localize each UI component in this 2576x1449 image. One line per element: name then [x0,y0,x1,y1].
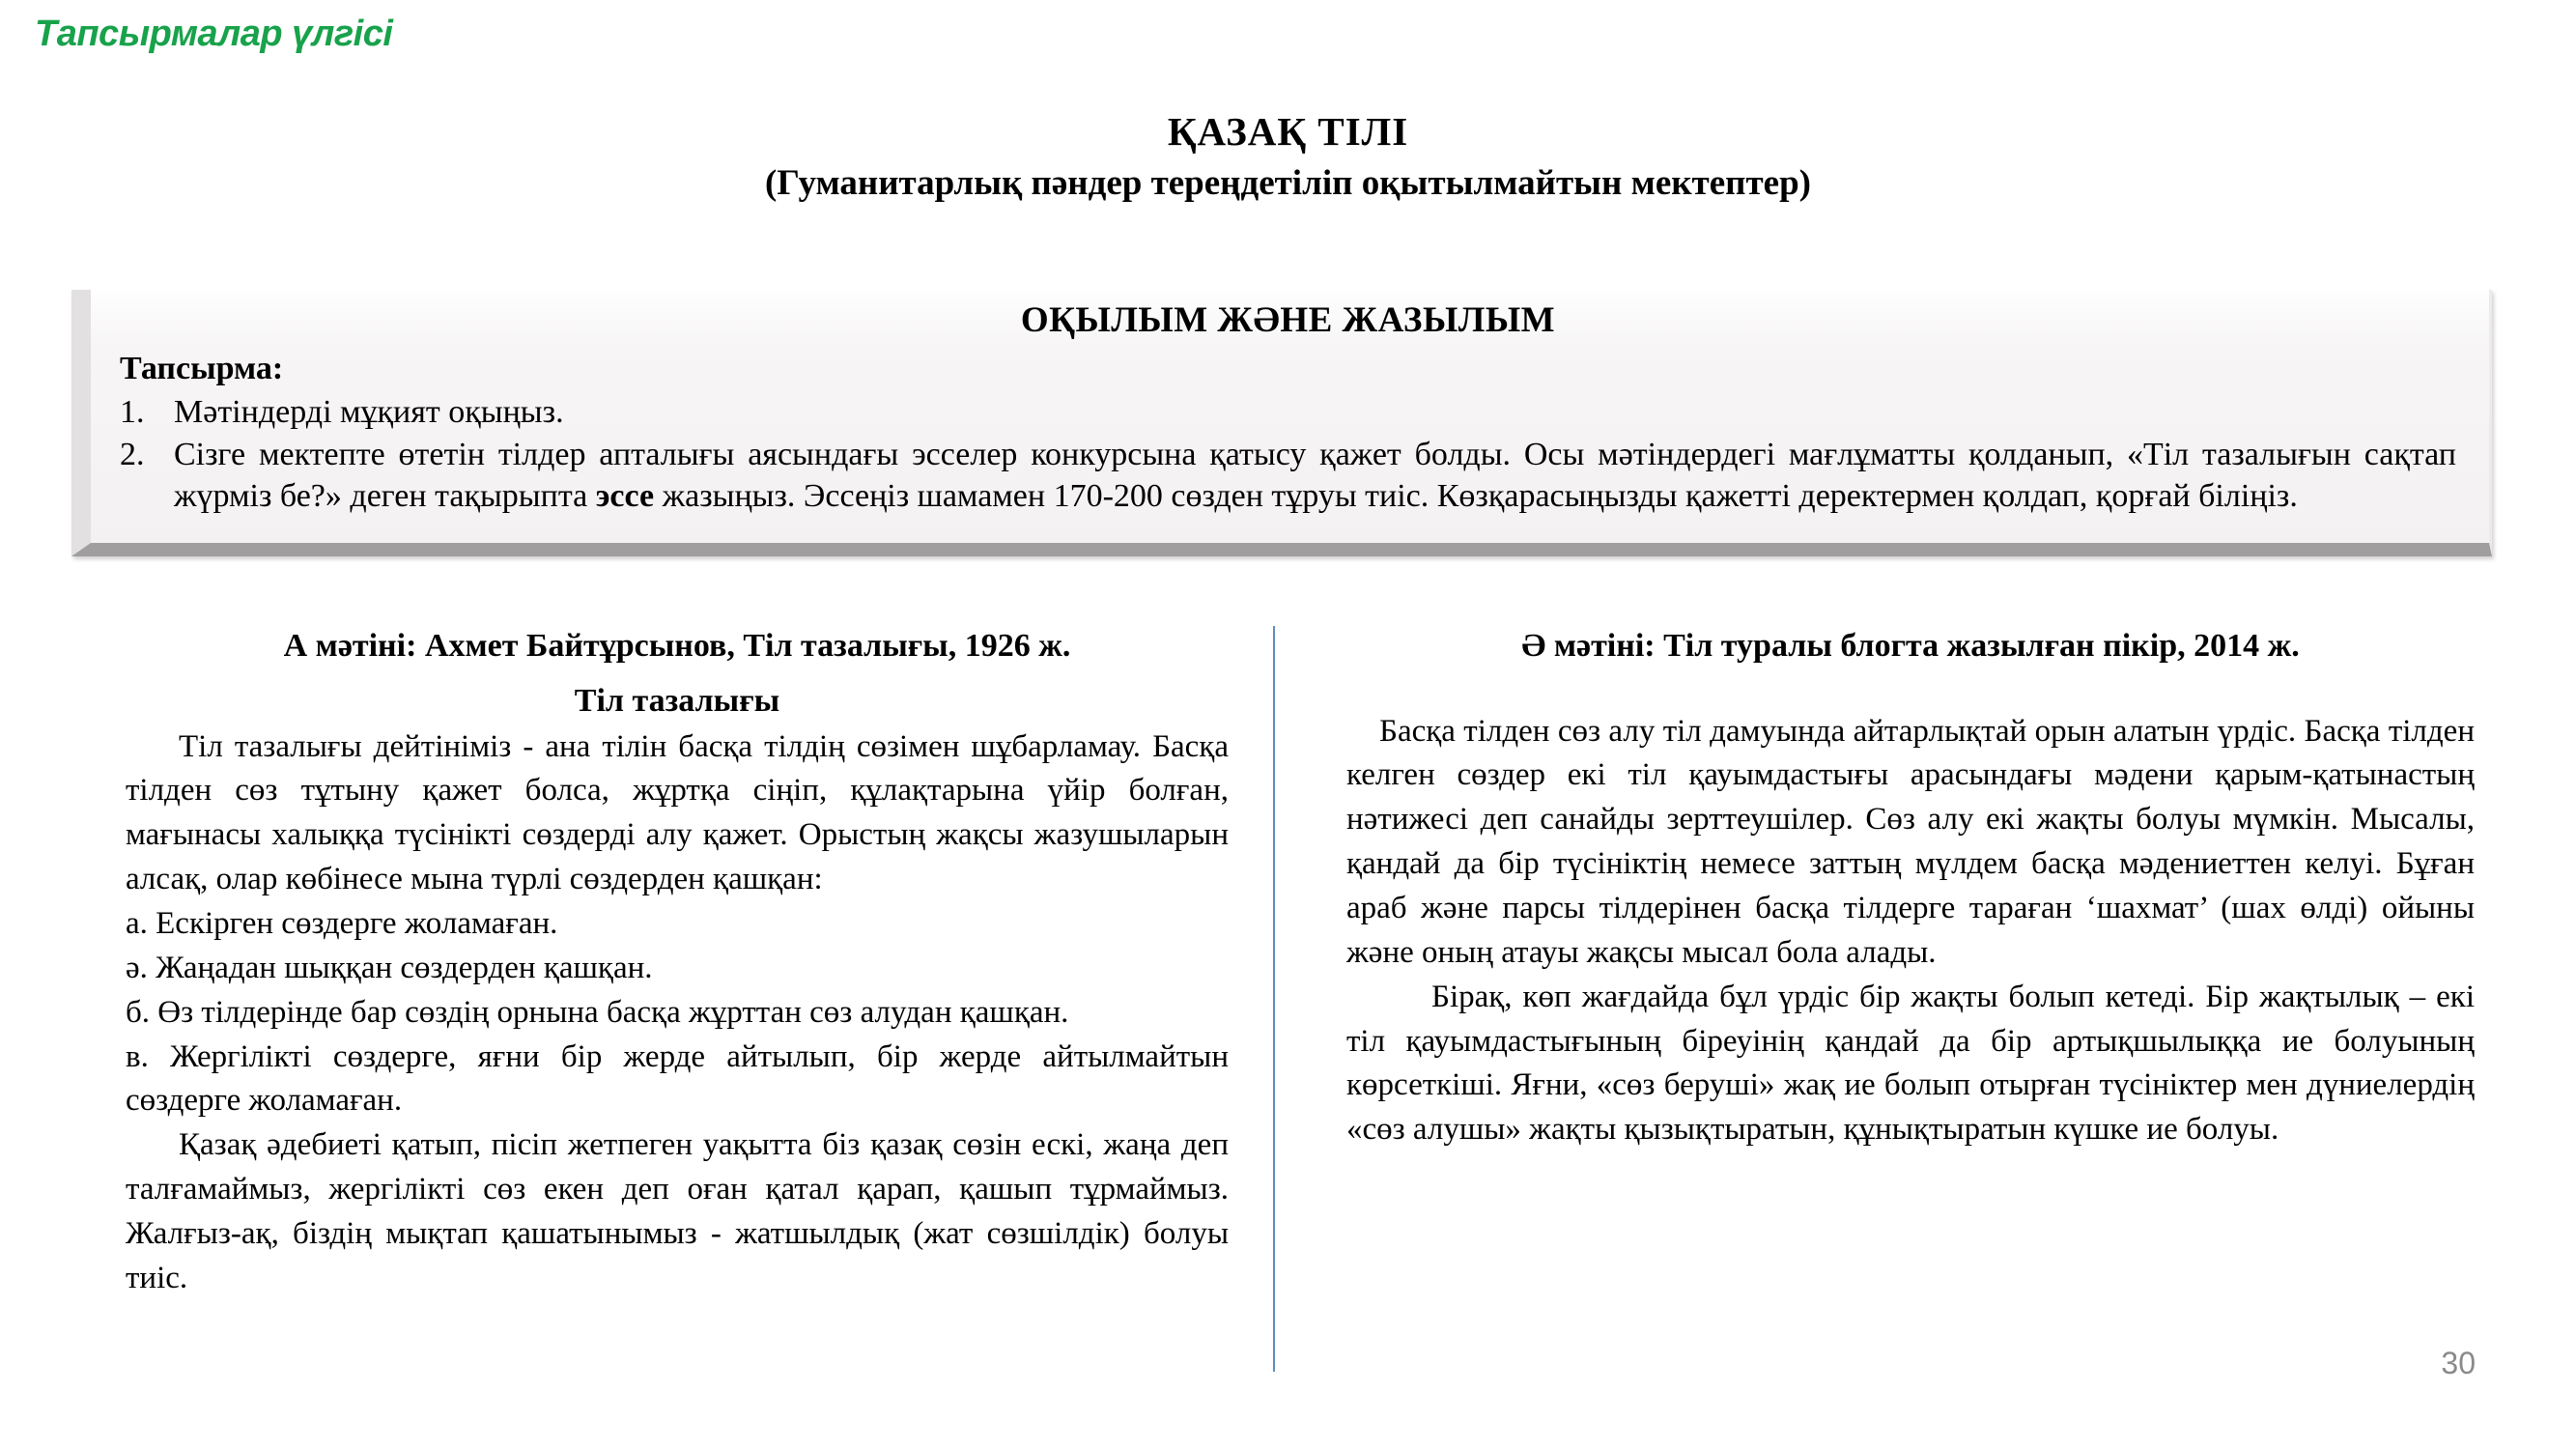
text-a-subheading: Тіл тазалығы [574,682,780,719]
task-item-1-number: 1. [120,394,145,430]
document-title: ҚАЗАҚ ТІЛІ [1167,109,1409,154]
task-box-heading: ОҚЫЛЫМ ЖӘНЕ ЖАЗЫЛЫМ [1020,300,1556,340]
two-column-texts [126,626,2475,1372]
task-item-1 [120,391,2456,434]
text-a-list-item-ae: ә. Жаңадан шыққан сөздерден қашқан. [126,950,653,985]
text-ae-heading: Ә мәтіні: Тіл туралы блогта жазылған пікір, 2014 ж. [1521,628,2300,664]
task-item-2-text: Сізге мектепте өтетін тілдер апталығы аясындағы эсселер конкурсына қатысу қажет болды. Осы мәтіндердегі мағлұматты қолданып, «Тіл тазалығын сақтап жүрміз бе?» деген тақырыпта эссе жазыңыз. Эссеңіз шамамен 170-200 сөзден тұруы тиіс. Көзқарасыңызды қажетті деректермен қолдап, қорғай біліңіз. [174,436,2456,515]
text-ae-paragraph-2: Бірақ, көп жағдайда бұл үрдіс бір жақты болып кетеді. Бір жақтылық – екі тіл қауымдастығының біреуінің қандай да бір артықшылыққа ие болуының көрсеткіші. Яғни, «сөз беруші» жақ ие болып отырған түсініктер мен дүниелердің «сөз алушы» жақты қызықтыратын, құнықтыратын күшке ие болуы. [1346,979,2475,1148]
task-label: Тапсырма: [120,351,284,386]
text-ae-paragraph-1: Басқа тілден сөз алу тіл дамуында айтарлықтай орын алатын үрдіс. Басқа тілден келген сөздер екі тіл қауымдастығы арасындағы мәдени қарым-қатынастың нәтижесі деп санайды зерттеушілер. Сөз алу екі жақты болуы мүмкін. Мысалы, қандай да бір түсініктің немесе заттың мүлдем басқа мәдениеттен келуі. Бұған араб және парсы тілдерінен басқа тілдерге тараған ‘шахмат’ (шах өлді) ойыны және оның атауы жақсы мысал бола алады. [1346,713,2475,970]
text-a-heading: А мәтіні: Ахмет Байтұрсынов, Тіл тазалығы, 1926 ж. [283,628,1071,664]
page-number: 30 [2441,1346,2476,1380]
text-a-list-item-v: в. Жергілікті сөздерге, яғни бір жерде айтылып, бір жерде айтылмайтын сөздерге жоламаған. [126,1038,1229,1119]
text-a-paragraph-1: Тіл тазалығы дейтініміз - ана тілін басқа тілдің сөзімен шұбарламау. Басқа тілден сөз тұтыну қажет болса, жұртқа сіңіп, құлақтарына үйір болған, мағынасы халыққа түсінікті сөздерді алу қажет. Орыстың жақсы жазушыларын алсақ, олар көбінесе мына түрлі сөздерден қашқан: [126,728,1229,897]
text-a-list-item-a: а. Ескірген сөздерге жоламаған. [126,905,558,941]
column-gap-right [1275,626,1346,1372]
document-header [0,108,2576,204]
column-gap-left [1229,626,1273,1372]
text-a-column [126,626,1229,1372]
document-subtitle: (Гуманитарлық пәндер тереңдетіліп оқытылмайтын мектептер) [765,163,1811,203]
task-item-2-number: 2. [120,436,145,472]
text-a-paragraph-2: Қазақ әдебиеті қатып, пісіп жетпеген уақытта біз қазақ сөзін ескі, жаңа деп талғамаймыз, жергілікті сөз екен деп оған қатал қарап, қашып тұрмаймыз. Жалғыз-ақ, біздің мықтап қашатынымыз - жатшылдық (жат сөзшілдік) болуы тиіс. [126,1127,1229,1295]
task-item-2 [120,434,2456,518]
text-a-list-item-b: б. Өз тілдерінде бар сөздің орнына басқа жұрттан сөз алудан қашқан. [126,994,1069,1030]
slide-corner-title: Тапсырмалар үлгісі [35,14,393,54]
text-ae-column [1346,626,2475,1372]
task-box [71,290,2492,556]
task-item-1-text: Мәтіндерді мұқият оқыңыз. [174,394,564,430]
